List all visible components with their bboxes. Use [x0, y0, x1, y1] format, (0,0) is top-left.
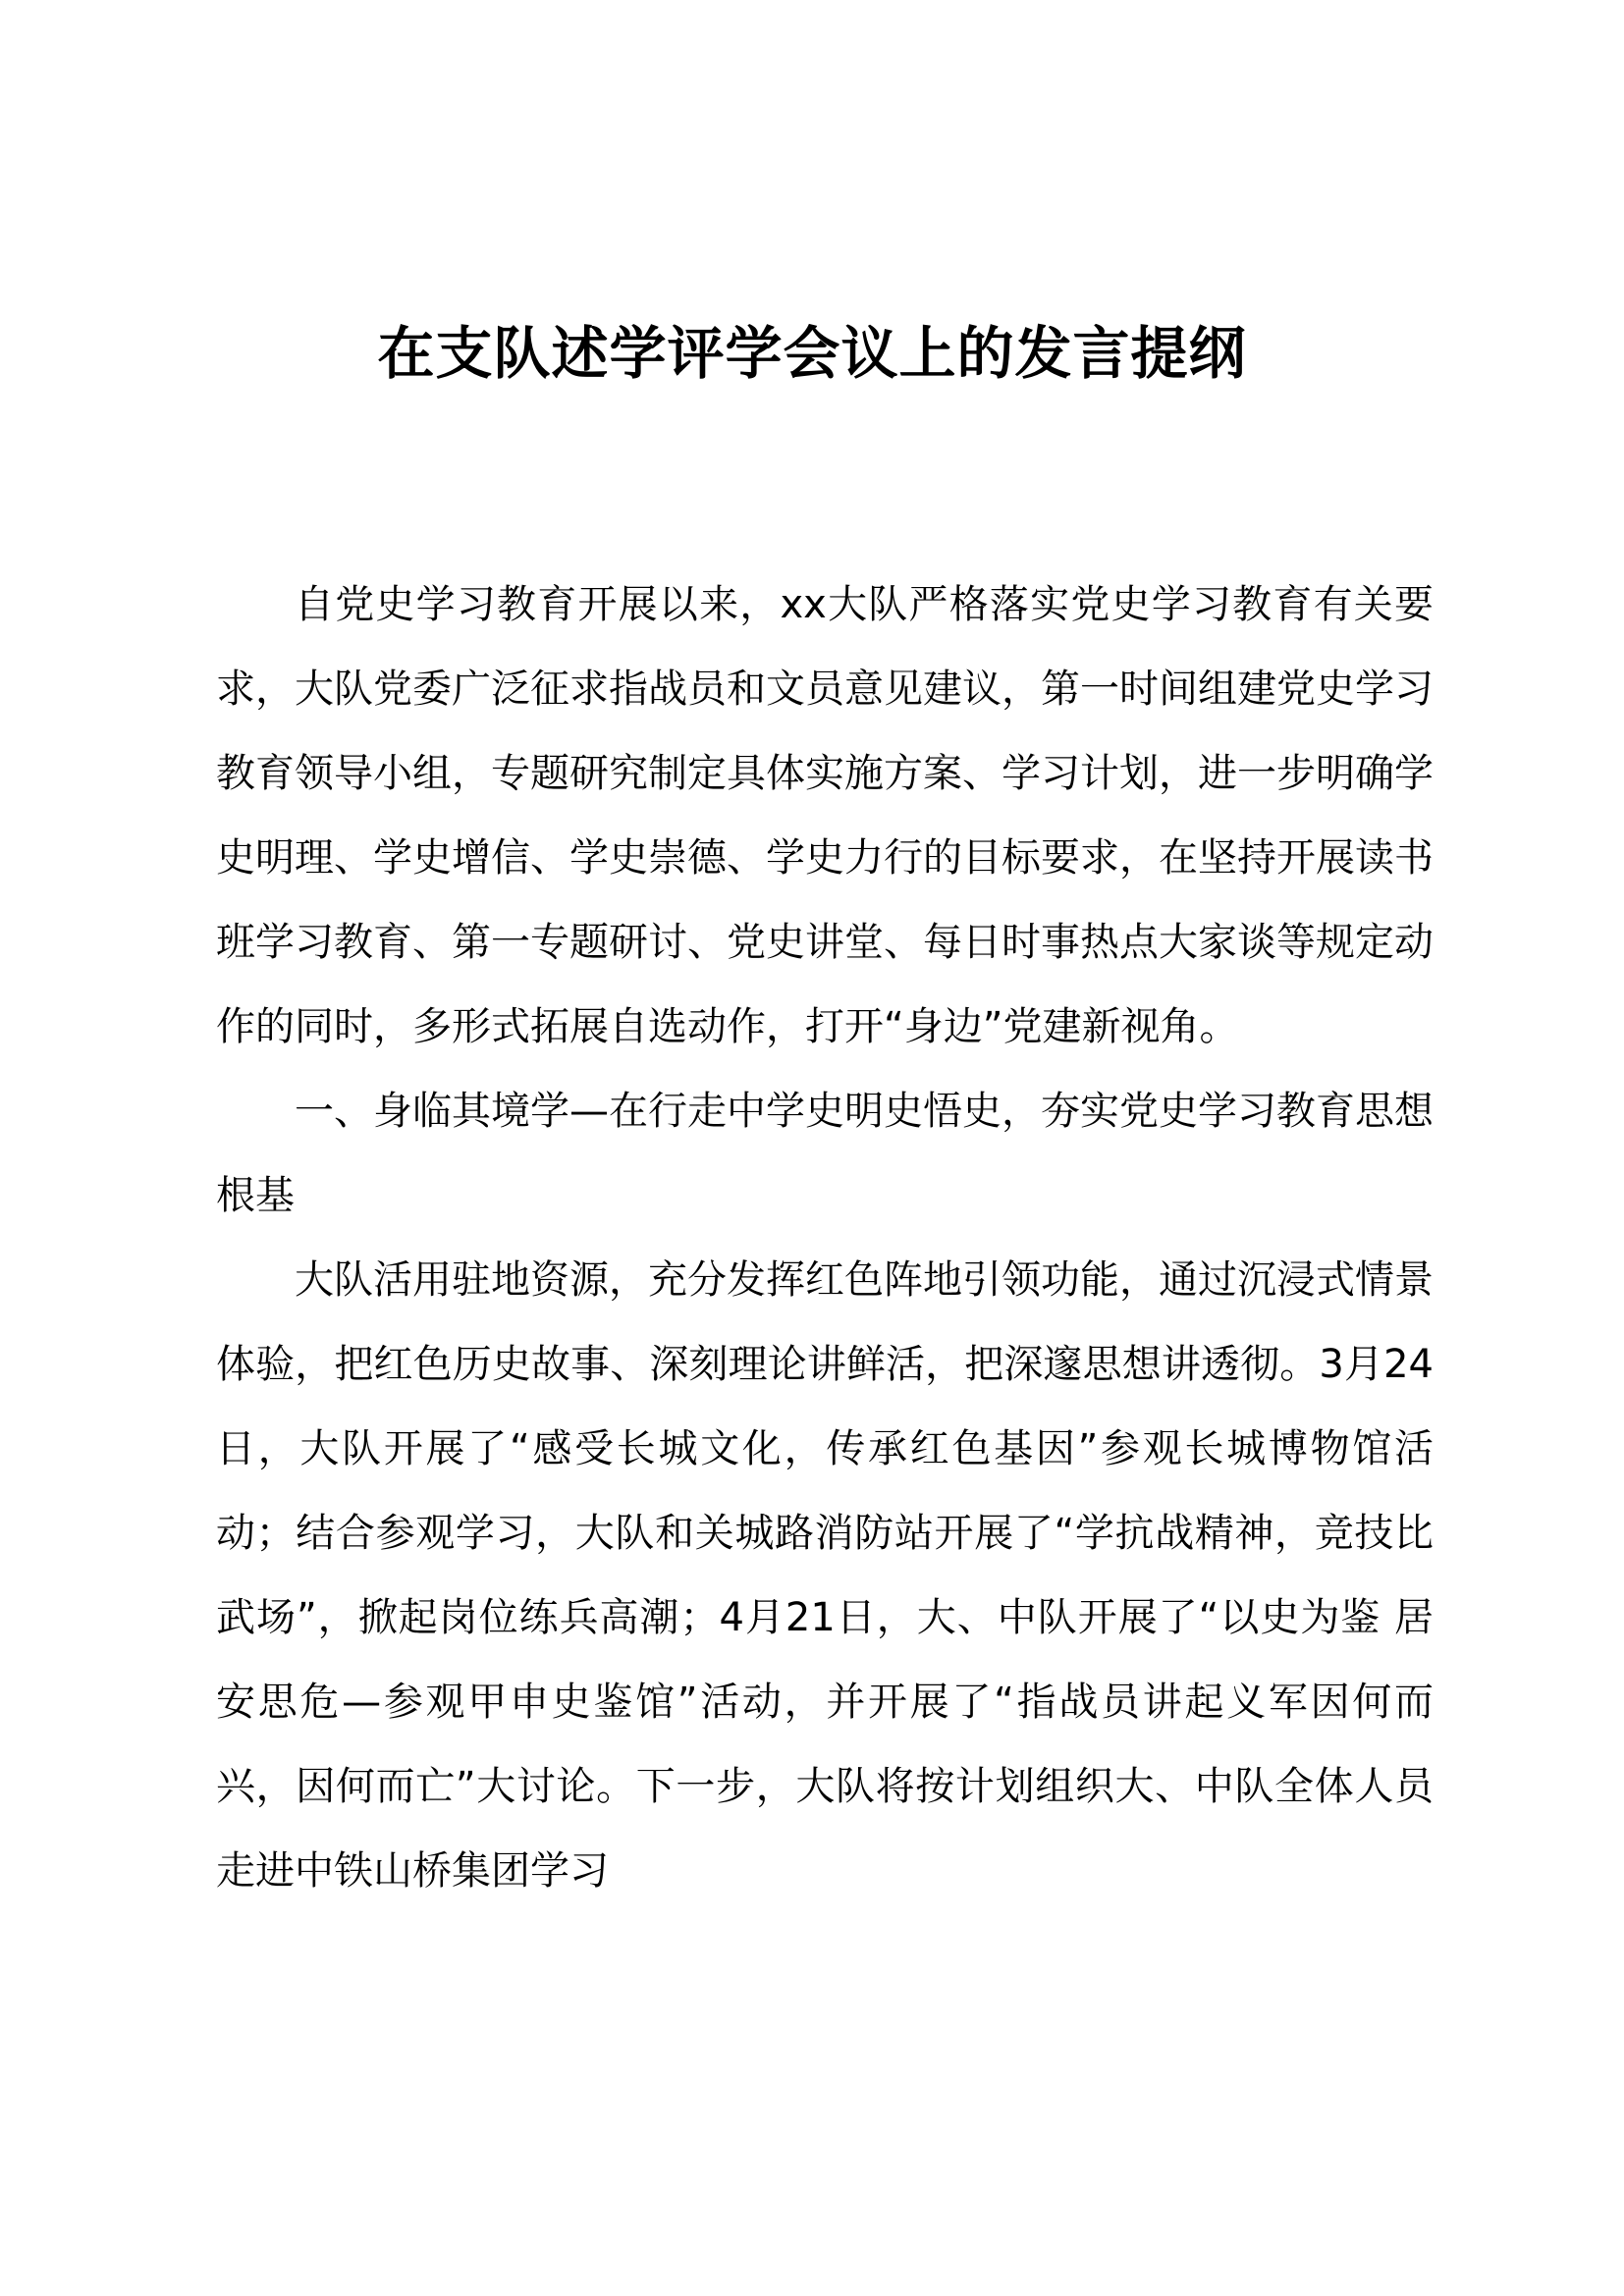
document-body — [216, 562, 1434, 1913]
paragraph-section-1: 大队活用驻地资源，充分发挥红色阵地引领功能，通过沉浸式情景体验，把红色历史故事、深刻理论讲鲜活，把深邃思想讲透彻。3月24日，大队开展了“感受长城文化，传承红色基因”参观长城博物馆活动；结合参观学习，大队和关城路消防站开展了“学抗战精神，竞技比武场”，掀起岗位练兵高潮；4月21日，大、中队开展了“以史为鉴 居安思危—参观甲申史鉴馆”活动，并开展了“指战员讲起义军因何而兴，因何而亡”大讨论。下一步，大队将按计划组织大、中队全体人员走进中铁山桥集团学习 — [216, 1257, 1434, 1894]
document-title: 在支队述学评学会议上的发言提纲 — [377, 320, 1247, 387]
paragraph-intro: 自党史学习教育开展以来，xx大队严格落实党史学习教育有关要求，大队党委广泛征求指战员和文员意见建议，第一时间组建党史学习教育领导小组，专题研究制定具体实施方案、学习计划，进一步明确学史明理、学史增信、学史崇德、学史力行的目标要求，在坚持开展读书班学习教育、第一专题研讨、党史讲堂、每日时事热点大家谈等规定动作的同时，多形式拓展自选动作，打开“身边”党建新视角。 — [216, 582, 1434, 1049]
section-heading-1: 一、身临其境学—在行走中学史明史悟史，夯实党史学习教育思想根基 — [216, 1089, 1434, 1218]
